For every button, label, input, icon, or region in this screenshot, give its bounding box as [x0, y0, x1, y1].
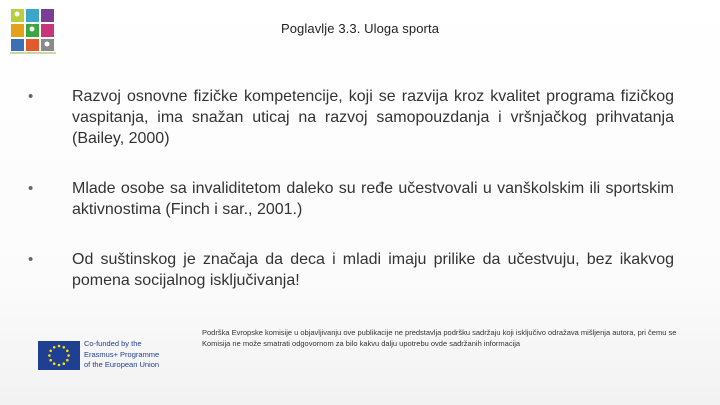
list-item [28, 178, 674, 220]
list-item [28, 86, 674, 149]
bullet-list [28, 86, 674, 291]
eu-text-line: Erasmus+ Programme [84, 349, 160, 359]
bullet-marker: • [28, 88, 34, 105]
eu-flag-icon [38, 341, 80, 370]
footer [0, 322, 720, 405]
eu-text-line: Co-funded by the [84, 339, 142, 348]
bullet-text: Mlade osobe sa invaliditetom daleko su ređe učestvovali u vanškolskim ili sportskim aktivnostima (Finch i sar., 2001.) [72, 180, 674, 218]
bullet-marker: • [28, 251, 34, 268]
bullet-text: Od suštinskog je značaja da deca i mladi imaju prilike da učestvuju, bez ikakvog pomena socijalnog isključivanja! [72, 251, 674, 289]
bullet-marker: • [28, 180, 34, 197]
eu-cofunded-text [84, 339, 184, 371]
list-item [28, 249, 674, 291]
logo-caption-line [10, 52, 56, 54]
disclaimer-text: Podrška Evropske komisije u objavljivanju ove publikacije ne predstavlja podršku sadržaju koji isključivo odražava mišljenja autora, pri čemu se Komisija ne može smatrati odgovornom za bilo kakvu dalju upotrebu ovde sadržanih informacija [202, 328, 677, 348]
eu-text-line: of the European Union [84, 360, 160, 369]
bullet-text: Razvoj osnovne fizičke kompetencije, koji se razvija kroz kvalitet programa fizičkog vaspitanja, ima snažan uticaj na razvoj samopouzdanja i vršnjačkog prihvatanja (Bailey, 2000) [72, 88, 674, 147]
slide-title: Poglavlje 3.3. Uloga sporta [280, 21, 440, 36]
